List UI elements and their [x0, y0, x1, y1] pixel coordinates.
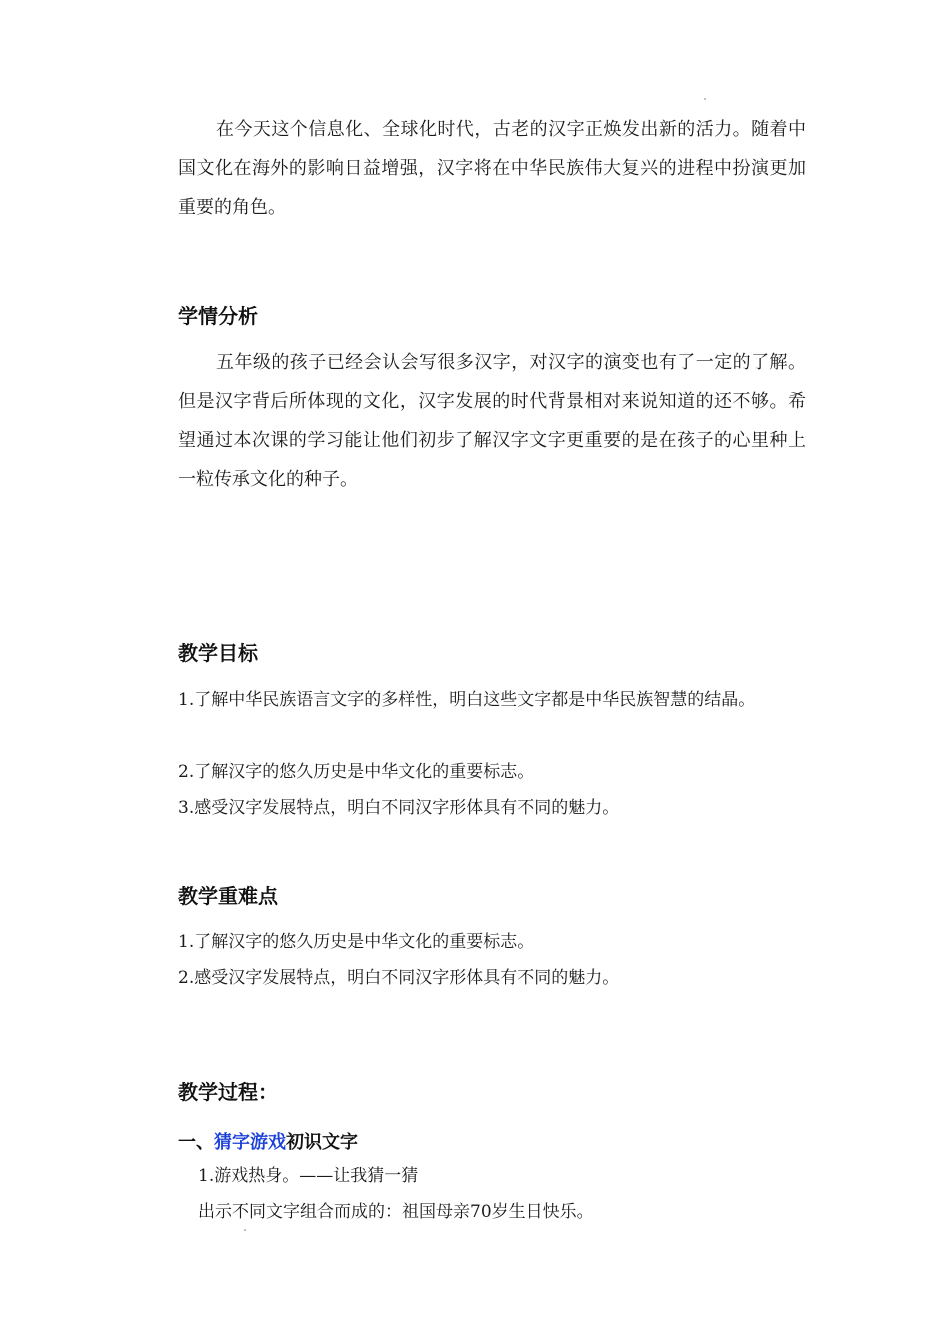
student-analysis-paragraph: 五年级的孩子已经会认会写很多汉字，对汉字的演变也有了一定的了解。但是汉字背后所体现的文化，汉字发展的时代背景相对来说知道的还不够。希望通过本次课的学习能让他们初步了解汉字文字更重要的是在孩子的心里种上一粒传承文化的种子。 [178, 352, 806, 490]
scan-speck-2 [244, 1229, 246, 1231]
objective-item-1: 1.了解中华民族语言文字的多样性，明白这些文字都是中华民族智慧的结晶。 [178, 690, 756, 710]
process-section-title [178, 1128, 358, 1154]
objectives-heading: 教学目标 [178, 641, 258, 665]
student-analysis-heading: 学情分析 [178, 304, 258, 328]
intro-paragraph: 在今天这个信息化、全球化时代，古老的汉字正焕发出新的活力。随着中国文化在海外的影响日益增强，汉字将在中华民族伟大复兴的进程中扮演更加重要的角色。 [178, 119, 806, 218]
process-heading: 教学过程： [178, 1080, 278, 1104]
process-note: 出示不同文字组合而成的：祖国母亲70岁生日快乐。 [198, 1202, 594, 1222]
key-point-item-2: 2.感受汉字发展特点，明白不同汉字形体具有不同的魅力。 [178, 968, 620, 988]
objective-item-2: 2.了解汉字的悠久历史是中华文化的重要标志。 [178, 762, 535, 782]
objective-item-3: 3.感受汉字发展特点，明白不同汉字形体具有不同的魅力。 [178, 798, 620, 818]
key-points-heading: 教学重难点 [178, 884, 278, 908]
section-accent-text: 猜字游戏 [214, 1132, 286, 1153]
key-point-item-1: 1.了解汉字的悠久历史是中华文化的重要标志。 [178, 932, 535, 952]
scan-speck [704, 98, 706, 100]
process-step-1: 1.游戏热身。——让我猜一猜 [198, 1166, 419, 1186]
section-suffix: 初识文字 [286, 1132, 358, 1153]
section-prefix: 一、 [178, 1132, 214, 1153]
